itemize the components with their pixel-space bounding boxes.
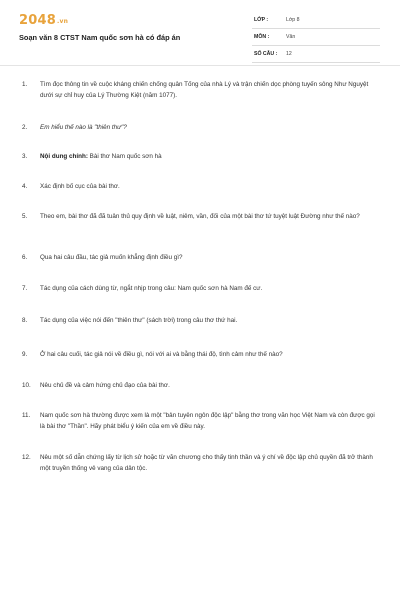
question-number: 12. <box>22 454 31 461</box>
page-header <box>0 0 400 62</box>
meta-value: 12 <box>286 51 292 57</box>
header-divider <box>0 65 400 66</box>
question-text: Nêu một số dẫn chứng lấy từ lịch sử hoặc từ văn chương cho thấy tinh thần và ý chí về độc lập chủ quyền đã trở thành một truyền thống vẻ vang của dân tộc. <box>40 454 373 472</box>
question-text: Xác định bố cục của bài thơ. <box>40 183 120 190</box>
question-number: 5. <box>22 213 28 220</box>
question-text: Tìm đọc thông tin về cuộc kháng chiến chống quân Tống của nhà Lý và trận chiến dọc phòng tuyến sông Như Nguyệt dưới sự chỉ huy của Lý Thường Kiệt (năm 1077). <box>40 81 369 99</box>
site-logo[interactable] <box>19 13 68 28</box>
question-text: Ở hai câu cuối, tác giả nói về điều gì, nói với ai và bằng thái độ, tình cảm như thế nào? <box>40 351 283 358</box>
meta-info <box>252 14 380 65</box>
meta-value: Lớp 8 <box>286 17 300 23</box>
meta-row-count <box>252 48 380 63</box>
question-text <box>40 151 380 162</box>
question-label: Nội dung chính: <box>40 153 88 160</box>
question-number: 9. <box>22 351 28 358</box>
question-text: Tác dụng của việc nói đến "thiên thư" (sách trời) trong câu thơ thứ hai. <box>40 317 238 324</box>
meta-value: Văn <box>286 34 296 40</box>
question-text: Qua hai câu đầu, tác giả muốn khẳng định điều gì? <box>40 254 183 261</box>
question-number: 6. <box>22 254 28 261</box>
meta-label: MÔN : <box>254 34 270 40</box>
logo-text: 2048 <box>19 13 56 28</box>
meta-row-class <box>252 14 380 29</box>
document-title: Soạn văn 8 CTST Nam quốc sơn hà có đáp án <box>19 33 181 42</box>
question-number: 4. <box>22 183 28 190</box>
question-text-rest: Bài thơ Nam quốc sơn hà <box>87 153 162 160</box>
question-number: 3. <box>22 153 28 160</box>
question-text: Nam quốc sơn hà thường được xem là một "bản tuyên ngôn độc lập" bằng thơ trong văn học Việt Nam và còn được gọi là bài thơ "Thần". Hãy phát biểu ý kiến của em về điều này. <box>40 412 375 430</box>
question-number: 10. <box>22 382 31 389</box>
meta-label: LỚP : <box>254 17 269 23</box>
meta-row-subject <box>252 31 380 46</box>
question-number: 1. <box>22 81 28 88</box>
question-number: 2. <box>22 124 28 131</box>
question-text: Theo em, bài thơ đã đã tuân thủ quy định về luật, niêm, vần, đối của một bài thơ tứ tuyệt luật Đường như thế nào? <box>40 213 360 220</box>
question-text-italic: Em hiểu thế nào là "thiên thư"? <box>40 124 127 131</box>
question-number: 8. <box>22 317 28 324</box>
meta-label: SỐ CÂU : <box>254 51 278 57</box>
logo-suffix: .vn <box>56 18 69 25</box>
question-text <box>40 122 380 133</box>
question-text: Tác dụng của cách dùng từ, ngắt nhịp trong câu: Nam quốc sơn hà Nam đế cư. <box>40 285 263 292</box>
question-text: Nêu chủ đề và cảm hứng chủ đạo của bài thơ. <box>40 382 170 389</box>
question-number: 7. <box>22 285 28 292</box>
question-number: 11. <box>22 412 31 419</box>
